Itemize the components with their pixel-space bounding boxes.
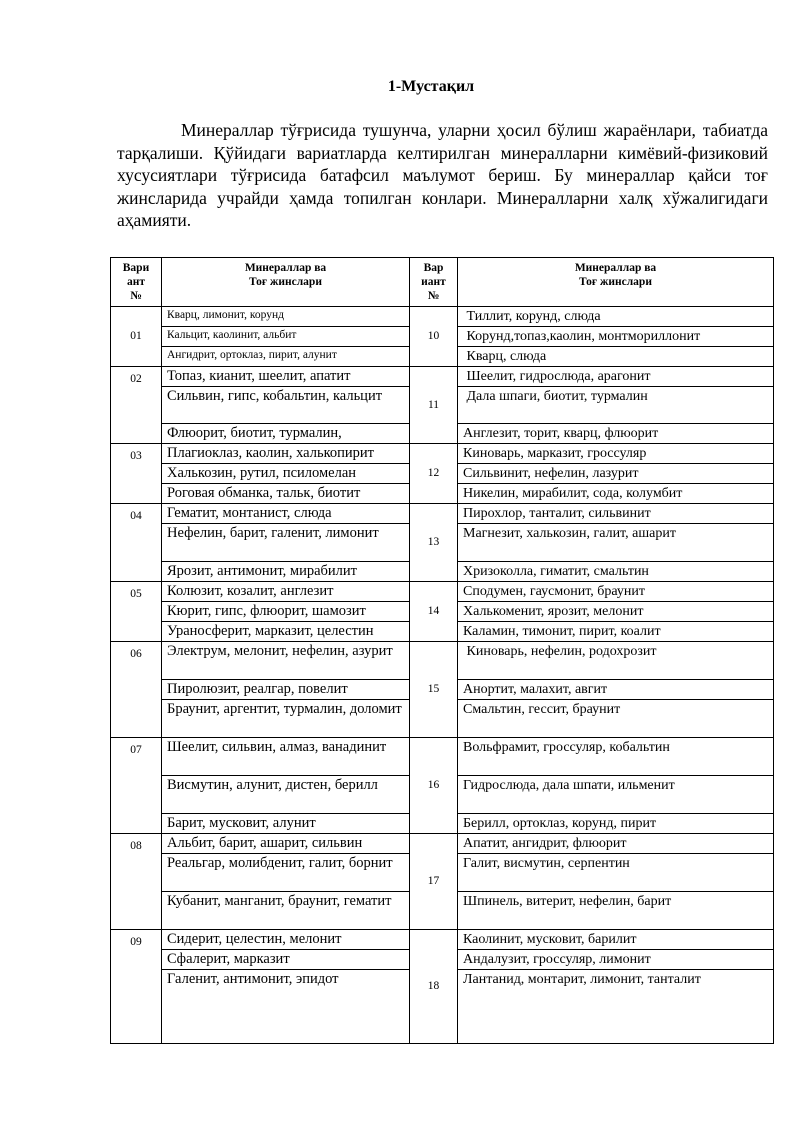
table-row xyxy=(111,582,774,602)
variant-number: 13 xyxy=(410,504,458,582)
header-minerals-line2: Тоғ жинслари xyxy=(249,276,322,288)
minerals-cell: Магнезит, халькозин, галит, ашарит xyxy=(458,524,774,562)
minerals-cell: Кюрит, гипс, флюорит, шамозит xyxy=(162,602,410,622)
variant-number: 17 xyxy=(410,834,458,930)
minerals-cell: Браунит, аргентит, турмалин, доломит xyxy=(162,700,410,738)
header-variant-line3: № xyxy=(130,290,142,302)
minerals-cell: Ангидрит, ортоклаз, пирит, алунит xyxy=(162,347,410,367)
table-row xyxy=(111,307,774,327)
table-row xyxy=(111,930,774,950)
variant-number: 12 xyxy=(410,444,458,504)
minerals-cell: Андалузит, гроссуляр, лимонит xyxy=(458,950,774,970)
minerals-cell: Берилл, ортоклаз, корунд, пирит xyxy=(458,814,774,834)
variant-number: 11 xyxy=(410,367,458,444)
minerals-cell: Электрум, мелонит, нефелин, азурит xyxy=(162,642,410,680)
header-variant xyxy=(111,258,162,307)
minerals-cell: Гидрослюда, дала шпати, ильменит xyxy=(458,776,774,814)
header-minerals xyxy=(162,258,410,307)
variant-number: 02 xyxy=(111,367,162,444)
variant-number: 18 xyxy=(410,930,458,1044)
variant-number: 01 xyxy=(111,307,162,367)
minerals-cell: Никелин, мирабилит, сода, колумбит xyxy=(458,484,774,504)
header-minerals2-line2: Тоғ жинслари xyxy=(579,276,652,288)
minerals-cell: Галенит, антимонит, эпидот xyxy=(162,970,410,1044)
header-minerals-2 xyxy=(458,258,774,307)
minerals-cell: Кальцит, каолинит, альбит xyxy=(162,327,410,347)
minerals-cell: Анортит, малахит, авгит xyxy=(458,680,774,700)
minerals-cell: Хризоколла, гиматит, смальтин xyxy=(458,562,774,582)
minerals-cell: Плагиоклаз, каолин, халькопирит xyxy=(162,444,410,464)
minerals-cell: Роговая обманка, тальк, биотит xyxy=(162,484,410,504)
table-row xyxy=(111,642,774,680)
variant-number: 14 xyxy=(410,582,458,642)
minerals-cell: Нефелин, барит, галенит, лимонит xyxy=(162,524,410,562)
minerals-cell: Шеелит, сильвин, алмаз, ванадинит xyxy=(162,738,410,776)
header-variant-2 xyxy=(410,258,458,307)
minerals-cell: Колюзит, козалит, англезит xyxy=(162,582,410,602)
variant-number: 08 xyxy=(111,834,162,930)
variant-number: 07 xyxy=(111,738,162,834)
page-title: 1-Мустақил xyxy=(387,78,475,95)
header-variant-line1: Вари xyxy=(122,262,150,274)
minerals-cell: Апатит, ангидрит, флюорит xyxy=(458,834,774,854)
minerals-cell: Вольфрамит, гроссуляр, кобальтин xyxy=(458,738,774,776)
minerals-cell: Киноварь, марказит, гроссуляр xyxy=(458,444,774,464)
minerals-cell: Сильвин, гипс, кобальтин, кальцит xyxy=(162,387,410,424)
header-minerals2-line1: Минераллар ва xyxy=(574,262,657,274)
minerals-cell: Галит, висмутин, серпентин xyxy=(458,854,774,892)
minerals-cell: Кварц, слюда xyxy=(458,347,774,367)
table-header-row xyxy=(111,258,774,307)
variant-number: 15 xyxy=(410,642,458,738)
table-row xyxy=(111,834,774,854)
minerals-cell: Флюорит, биотит, турмалин, xyxy=(162,424,410,444)
minerals-cell: Сидерит, целестин, мелонит xyxy=(162,930,410,950)
header-variant2-line2: иант xyxy=(421,276,446,288)
header-minerals-line1: Минераллар ва xyxy=(244,262,327,274)
variant-number: 09 xyxy=(111,930,162,1044)
variant-number: 16 xyxy=(410,738,458,834)
minerals-cell: Шеелит, гидрослюда, арагонит xyxy=(458,367,774,387)
minerals-cell: Барит, мусковит, алунит xyxy=(162,814,410,834)
minerals-cell: Ярозит, антимонит, мирабилит xyxy=(162,562,410,582)
table-row xyxy=(111,504,774,524)
header-variant-line2: ант xyxy=(126,276,146,288)
minerals-cell: Халькоменит, ярозит, мелонит xyxy=(458,602,774,622)
intro-paragraph xyxy=(117,119,768,232)
minerals-cell: Кварц, лимонит, корунд xyxy=(162,307,410,327)
minerals-cell: Каламин, тимонит, пирит, коалит xyxy=(458,622,774,642)
variant-number: 06 xyxy=(111,642,162,738)
minerals-cell: Ураносферит, марказит, целестин xyxy=(162,622,410,642)
minerals-cell: Реальгар, молибденит, галит, борнит xyxy=(162,854,410,892)
minerals-cell: Кубанит, манганит, браунит, гематит xyxy=(162,892,410,930)
variants-table xyxy=(110,257,774,1044)
minerals-cell: Пиролюзит, реалгар, повелит xyxy=(162,680,410,700)
minerals-cell: Дала шпаги, биотит, турмалин xyxy=(458,387,774,424)
variant-number: 04 xyxy=(111,504,162,582)
minerals-cell: Топаз, кианит, шеелит, апатит xyxy=(162,367,410,387)
minerals-cell: Англезит, торит, кварц, флюорит xyxy=(458,424,774,444)
minerals-cell: Смальтин, гессит, браунит xyxy=(458,700,774,738)
header-variant2-line3: № xyxy=(427,290,440,302)
variant-number: 03 xyxy=(111,444,162,504)
variant-number: 05 xyxy=(111,582,162,642)
minerals-cell: Тиллит, корунд, слюда xyxy=(458,307,774,327)
minerals-cell: Халькозин, рутил, псиломелан xyxy=(162,464,410,484)
minerals-cell: Висмутин, алунит, дистен, берилл xyxy=(162,776,410,814)
header-variant2-line1: Вар xyxy=(423,262,444,274)
intro-text: Минераллар тўғрисида тушунча, уларни ҳосил бўлиш жараёнлари, табиатда тарқалиши. Қўйидаги вариатларда келтирилган минералларни кимёвий-физиковий хусусиятлари тўғрисида батафсил маълумот бериш. Бу минераллар қайси тоғ жинсларида учрайди ҳамда топилган конлари. Минералларни халқ хўжалигидаги аҳамияти. xyxy=(117,120,768,231)
minerals-cell: Киноварь, нефелин, родохрозит xyxy=(458,642,774,680)
minerals-cell: Сподумен, гаусмонит, браунит xyxy=(458,582,774,602)
minerals-cell: Сильвинит, нефелин, лазурит xyxy=(458,464,774,484)
minerals-cell: Альбит, барит, ашарит, сильвин xyxy=(162,834,410,854)
variant-number: 10 xyxy=(410,307,458,367)
table-row xyxy=(111,367,774,387)
minerals-cell: Лантанид, монтарит, лимонит, танталит xyxy=(458,970,774,1044)
minerals-cell: Пирохлор, танталит, сильвинит xyxy=(458,504,774,524)
minerals-cell: Каолинит, мусковит, барилит xyxy=(458,930,774,950)
table-row xyxy=(111,738,774,776)
minerals-cell: Шпинель, витерит, нефелин, барит xyxy=(458,892,774,930)
minerals-cell: Гематит, монтанист, слюда xyxy=(162,504,410,524)
table-row xyxy=(111,444,774,464)
minerals-cell: Сфалерит, марказит xyxy=(162,950,410,970)
minerals-cell: Корунд,топаз,каолин, монтмориллонит xyxy=(458,327,774,347)
